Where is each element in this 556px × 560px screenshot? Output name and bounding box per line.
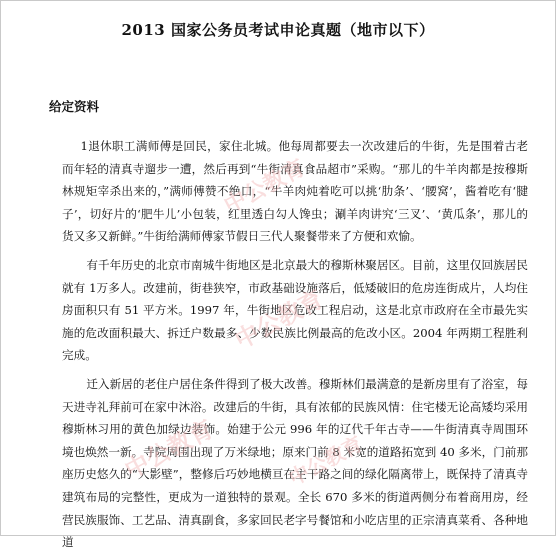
document-body [62, 135, 528, 560]
watermark: 中公教育 [220, 155, 310, 219]
watermark: 中公教育 [284, 431, 367, 491]
paragraph-3: 迁入新居的老住户居住条件得到了极大改善。穆斯林们最满意的是新房里有了浴室，每天进寺礼拜前可在家中沐浴。改建后的牛街，具有浓郁的民族风情：住宅楼无论高矮均采用穆斯林习用的黄色加绿边装饰。始建于公元 996 年的辽代千年古寺——牛街清真寺周围环境也焕然一新。寺院周围出现了万米绿地；原来门前 8 米宽的道路拓宽到 40 多米，门前那座历史悠久的“大影壁”，整修后巧妙地横亘在主干路之间的绿化隔离带上，既保持了清真寺建筑布局的完整性，更成为一道独特的景观。全长 670 多米的街道两侧分布着商用房，经营民族服饰、工艺品、清真副食，多家回民老字号餐馆和小吃店里的正宗清真菜肴、各种地道 [62, 376, 528, 550]
section-heading: 给定资料 [49, 99, 100, 114]
watermark: 中公教育 [120, 414, 219, 485]
paragraph-2: 有千年历史的北京市南城牛街地区是北京最大的穆斯林聚居区。目前，这里仅回族居民就有 1万多人。改建前，街巷狭窄，市政基础设施落后，低矮破旧的危房连街成片，人均住房面积只有 51 平方米。1997 年，牛街地区危改工程启动，这是北京市政府在全市最先实施的危改面积最大、拆迁户数最多、少数民族比例最高的危改小区。2004 年两期工程胜利完成。 [62, 257, 528, 363]
document-title: 2013 国家公务员考试申论真题（地市以下） [121, 21, 435, 39]
paragraph-1: 1退休职工满师傅是回民，家住北城。他每周都要去一次改建后的牛街，先是围着古老而年轻的清真寺遛步一遭，然后再到“牛街清真食品超市”采购。“那儿的牛羊肉都是按穆斯林规矩宰杀出来的，”满师傅赞不绝口，“牛羊肉炖着吃可以挑‘肋条’、‘腰窝’，酱着吃有‘腱子’，切好片的‘肥牛儿’小包装，红里透白勾人馋虫；涮羊肉讲究‘三叉’、‘黄瓜条’，那儿的货又多又新鲜。”牛街给满师傅家节假日三代人聚餐带来了方便和欢愉。 [62, 139, 528, 244]
watermark: 中公教育 [230, 284, 329, 355]
